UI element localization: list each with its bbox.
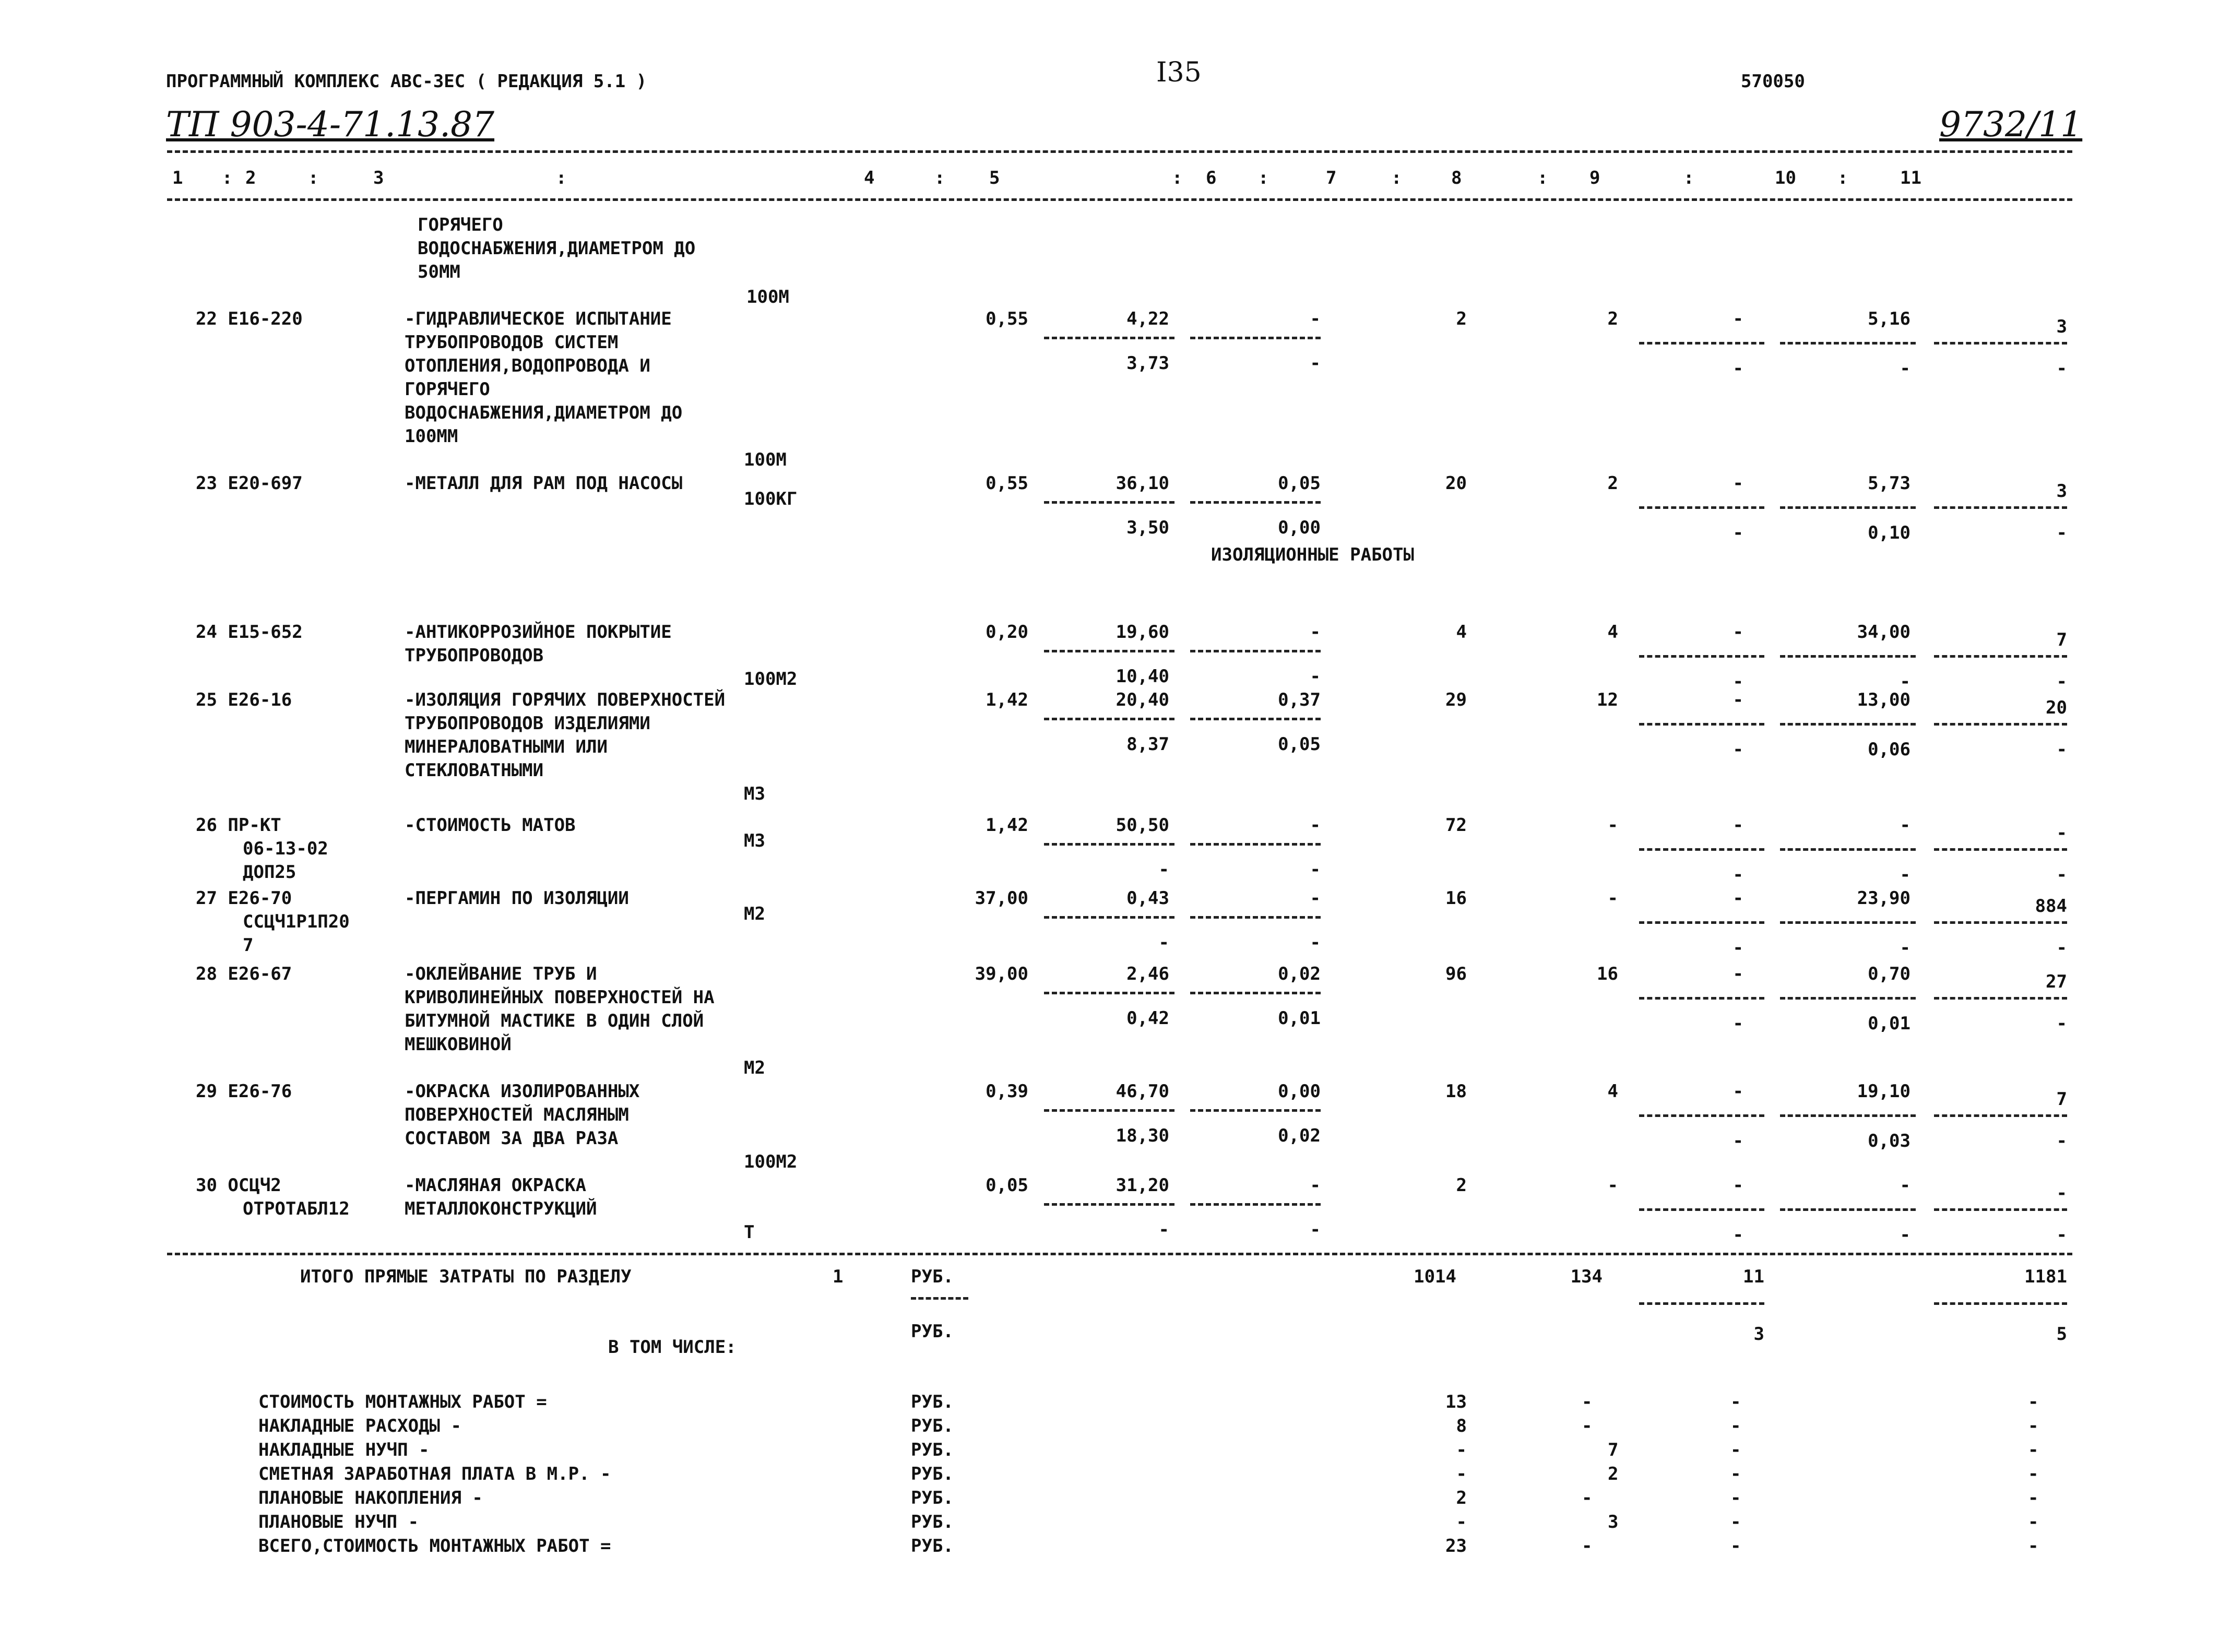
totals-col9-rule <box>1639 1302 1764 1305</box>
summary-col11: - <box>2028 1416 2039 1436</box>
column-header-cell: 8 <box>1451 168 1462 188</box>
row-col11-top: 884 <box>2035 896 2067 917</box>
row-col9-rule <box>1639 655 1764 658</box>
row-col5-rule <box>1044 501 1174 504</box>
column-header-cell: 3 <box>373 168 384 188</box>
row-col11-rule <box>1934 1114 2067 1117</box>
continuation-unit: 100М <box>746 287 789 307</box>
totals-col9-lower: 3 <box>1753 1324 1764 1345</box>
summary-unit: РУБ. <box>911 1464 954 1484</box>
summary-unit: РУБ. <box>911 1440 954 1460</box>
row-col6-top: - <box>1310 815 1321 836</box>
row-col4: 1,42 <box>986 815 1028 836</box>
row-description-line: -ОКЛЕЙВАНИЕ ТРУБ И <box>405 964 597 984</box>
row-col10-top: 5,73 <box>1868 473 1911 494</box>
row-unit: М2 <box>744 904 765 924</box>
row-col10-bottom: - <box>1900 358 1911 379</box>
row-col9-top: - <box>1733 473 1743 494</box>
row-unit: 100КГ <box>744 489 798 509</box>
row-description-line: ОТОПЛЕНИЯ,ВОДОПРОВОДА И <box>405 355 650 376</box>
row-col6-bottom: - <box>1310 353 1321 374</box>
row-col10-rule <box>1780 921 1916 924</box>
totals-col11-lower: 5 <box>2056 1324 2067 1345</box>
row-col6-top: - <box>1310 308 1321 329</box>
row-col5-bottom: 0,42 <box>1126 1008 1169 1029</box>
row-col6-rule <box>1190 718 1321 720</box>
summary-col8: - <box>1582 1392 1593 1412</box>
row-col9-bottom: - <box>1733 937 1743 958</box>
row-col7: 16 <box>1445 888 1467 909</box>
row-col5-top: 36,10 <box>1116 473 1169 494</box>
row-col4: 0,39 <box>986 1081 1028 1102</box>
row-col5-top: 20,40 <box>1116 690 1169 710</box>
row-col11-bottom: - <box>2056 358 2067 379</box>
row-code: 27 Е26-70 <box>196 888 292 909</box>
column-header-cell: : <box>934 168 945 188</box>
row-code: 26 ПР-КТ <box>196 815 281 836</box>
row-col11-rule <box>1934 655 2067 658</box>
column-header-cell: 6 <box>1206 168 1217 188</box>
summary-unit: РУБ. <box>911 1392 954 1412</box>
summary-col11: - <box>2028 1392 2039 1412</box>
row-col9-bottom: - <box>1733 1131 1743 1151</box>
row-col6-bottom: - <box>1310 932 1321 953</box>
row-col10-rule <box>1780 506 1916 509</box>
row-col5-bottom: - <box>1158 859 1169 880</box>
row-col5-rule <box>1044 843 1174 846</box>
totals-unit: РУБ. <box>911 1266 954 1287</box>
totals-unit-2: РУБ. <box>911 1321 954 1342</box>
summary-col11: - <box>2028 1464 2039 1484</box>
row-col5-rule <box>1044 650 1174 652</box>
continuation-line: 50ММ <box>418 262 460 282</box>
row-col5-bottom: 3,50 <box>1126 517 1169 538</box>
row-col11-top: 3 <box>2056 481 2067 502</box>
summary-col11: - <box>2028 1536 2039 1556</box>
row-col11-rule <box>1934 1208 2067 1211</box>
row-col11-top: 3 <box>2056 316 2067 337</box>
summary-col8-value: 2 <box>1608 1464 1619 1484</box>
row-col10-top: 13,00 <box>1857 690 1911 710</box>
column-header-cell: : <box>1172 168 1183 188</box>
row-unit: 100М2 <box>744 1151 798 1172</box>
column-header-cell: 5 <box>989 168 1000 188</box>
row-col11-bottom: - <box>2056 1013 2067 1034</box>
row-col9-bottom: - <box>1733 358 1743 379</box>
row-col5-rule <box>1044 718 1174 720</box>
row-col10-rule <box>1780 1114 1916 1117</box>
row-code-extra: 06-13-02 <box>243 838 328 859</box>
row-col5-bottom: 3,73 <box>1126 353 1169 374</box>
row-col5-top: 0,43 <box>1126 888 1169 909</box>
summary-col8: - <box>1582 1488 1593 1508</box>
row-col5-top: 46,70 <box>1116 1081 1169 1102</box>
column-header-cell: : <box>556 168 567 188</box>
summary-label: НАКЛАДНЫЕ РАСХОДЫ - <box>258 1416 461 1436</box>
row-col4: 39,00 <box>975 964 1028 984</box>
column-header-cell: : <box>308 168 319 188</box>
row-col10-bottom: - <box>1900 864 1911 885</box>
program-title: ПРОГРАММНЫЙ КОМПЛЕКС АВС-3ЕС ( РЕДАКЦИЯ 5.1 ) <box>166 71 647 92</box>
row-description-line: -ИЗОЛЯЦИЯ ГОРЯЧИХ ПОВЕРХНОСТЕЙ <box>405 690 726 710</box>
page-number: I35 <box>1156 57 1202 88</box>
row-col9-top: - <box>1733 1081 1743 1102</box>
row-col11-rule <box>1934 848 2067 851</box>
row-description-line: 100ММ <box>405 426 458 447</box>
column-header-cell: 10 <box>1775 168 1796 188</box>
row-col11-top: 20 <box>2046 697 2067 718</box>
row-col5-bottom: 10,40 <box>1116 666 1169 687</box>
row-description-line: ГОРЯЧЕГО <box>405 379 490 400</box>
row-col10-top: 34,00 <box>1857 622 1911 643</box>
summary-label: НАКЛАДНЫЕ НУЧП - <box>258 1440 430 1460</box>
row-col11-rule <box>1934 921 2067 924</box>
summary-col11: - <box>2028 1512 2039 1532</box>
row-col5-rule <box>1044 337 1174 339</box>
row-col6-rule <box>1190 1109 1321 1112</box>
column-header-cell: : <box>222 168 233 188</box>
row-col4: 0,20 <box>986 622 1028 643</box>
row-description-line: МЕШКОВИНОЙ <box>405 1034 512 1055</box>
row-code: 29 Е26-76 <box>196 1081 292 1102</box>
row-description-line: ТРУБОПРОВОДОВ <box>405 645 544 666</box>
summary-col7: 8 <box>1456 1416 1467 1436</box>
section-title: ИЗОЛЯЦИОННЫЕ РАБОТЫ <box>1211 544 1414 565</box>
row-col10-top: 19,10 <box>1857 1081 1911 1102</box>
row-description-line: ТРУБОПРОВОДОВ ИЗДЕЛИЯМИ <box>405 713 650 734</box>
row-col11-rule <box>1934 342 2067 344</box>
row-unit: Т <box>744 1222 755 1243</box>
summary-col8: - <box>1582 1536 1593 1556</box>
row-description-line: ТРУБОПРОВОДОВ СИСТЕМ <box>405 332 619 353</box>
row-col10-bottom: 0,03 <box>1868 1131 1911 1151</box>
row-col9-top: - <box>1733 308 1743 329</box>
row-col9-rule <box>1639 342 1764 344</box>
totals-unit-rule <box>911 1297 968 1300</box>
column-header-rule <box>167 198 2072 201</box>
row-col11-bottom: - <box>2056 1131 2067 1151</box>
row-col8: - <box>1607 1175 1618 1196</box>
row-col9-rule <box>1639 1114 1764 1117</box>
totals-rule <box>167 1253 2072 1255</box>
summary-col11: - <box>2028 1440 2039 1460</box>
row-col9-bottom: - <box>1733 671 1743 692</box>
row-col10-top: 0,70 <box>1868 964 1911 984</box>
row-col10-rule <box>1780 655 1916 658</box>
row-col5-rule <box>1044 1109 1174 1112</box>
row-col8: - <box>1607 888 1618 909</box>
row-col11-bottom: - <box>2056 864 2067 885</box>
row-col5-bottom: 8,37 <box>1126 734 1169 755</box>
summary-unit: РУБ. <box>911 1416 954 1436</box>
row-description-line: -ОКРАСКА ИЗОЛИРОВАННЫХ <box>405 1081 640 1102</box>
row-col9-bottom: - <box>1733 522 1743 543</box>
row-col6-bottom: - <box>1310 859 1321 880</box>
row-col7: 2 <box>1456 1175 1467 1196</box>
row-col5-top: 2,46 <box>1126 964 1169 984</box>
column-header-cell: : <box>1683 168 1694 188</box>
totals-label: ИТОГО ПРЯМЫЕ ЗАТРАТЫ ПО РАЗДЕЛУ <box>300 1266 632 1287</box>
row-description-line: БИТУМНОЙ МАСТИКЕ В ОДИН СЛОЙ <box>405 1011 704 1031</box>
column-header-cell: 9 <box>1589 168 1600 188</box>
project-number: ТП 903-4-71.13.87 <box>166 104 495 145</box>
row-col5-rule <box>1044 1203 1174 1206</box>
row-col6-top: 0,00 <box>1278 1081 1321 1102</box>
row-col8: - <box>1607 815 1618 836</box>
row-col7: 96 <box>1445 964 1467 984</box>
row-col5-bottom: - <box>1158 1219 1169 1240</box>
row-col8: 4 <box>1607 1081 1618 1102</box>
row-col7: 20 <box>1445 473 1467 494</box>
summary-label: ПЛАНОВЫЕ НАКОПЛЕНИЯ - <box>258 1488 483 1508</box>
summary-unit: РУБ. <box>911 1536 954 1556</box>
row-code-extra: 7 <box>243 935 254 956</box>
summary-col7: 23 <box>1445 1536 1467 1556</box>
row-code: 22 Е16-220 <box>196 308 303 329</box>
row-col9-rule <box>1639 848 1764 851</box>
summary-col9: - <box>1730 1464 1741 1484</box>
row-col9-rule <box>1639 997 1764 1000</box>
row-description-line: -ГИДРАВЛИЧЕСКОЕ ИСПЫТАНИЕ <box>405 308 672 329</box>
totals-col11: 1181 <box>2024 1266 2067 1287</box>
row-col10-top: - <box>1900 815 1911 836</box>
totals-col7: 1014 <box>1414 1266 1456 1287</box>
row-col11-top: - <box>2056 1183 2067 1204</box>
row-col7: 18 <box>1445 1081 1467 1102</box>
row-col11-bottom: - <box>2056 1225 2067 1245</box>
summary-col7: 13 <box>1445 1392 1467 1412</box>
row-col6-top: 0,37 <box>1278 690 1321 710</box>
row-col6-bottom: 0,02 <box>1278 1125 1321 1146</box>
summary-unit: РУБ. <box>911 1512 954 1532</box>
row-col11-bottom: - <box>2056 739 2067 760</box>
row-col7: 2 <box>1456 308 1467 329</box>
totals-subtitle: В ТОМ ЧИСЛЕ: <box>608 1337 737 1358</box>
row-col8: 2 <box>1607 473 1618 494</box>
summary-label: СТОИМОСТЬ МОНТАЖНЫХ РАБОТ = <box>258 1392 547 1412</box>
row-code: 30 ОСЦЧ2 <box>196 1175 281 1196</box>
row-col10-top: - <box>1900 1175 1911 1196</box>
row-col6-bottom: 0,01 <box>1278 1008 1321 1029</box>
row-col11-bottom: - <box>2056 671 2067 692</box>
row-col4: 37,00 <box>975 888 1028 909</box>
row-col7: 29 <box>1445 690 1467 710</box>
summary-col9: - <box>1730 1488 1741 1508</box>
row-col5-rule <box>1044 992 1174 994</box>
row-col6-top: - <box>1310 1175 1321 1196</box>
column-header-cell: : <box>1391 168 1402 188</box>
row-unit: М3 <box>744 783 765 804</box>
row-col7: 4 <box>1456 622 1467 643</box>
header-rule <box>167 150 2072 153</box>
summary-col9: - <box>1730 1416 1741 1436</box>
row-description-line: СТЕКЛОВАТНЫМИ <box>405 760 544 781</box>
column-header-cell: 1 <box>172 168 183 188</box>
totals-col8: 134 <box>1570 1266 1603 1287</box>
row-col10-rule <box>1780 723 1916 726</box>
summary-label: СМЕТНАЯ ЗАРАБОТНАЯ ПЛАТА В М.Р. - <box>258 1464 611 1484</box>
row-code: 28 Е26-67 <box>196 964 292 984</box>
row-col10-bottom: - <box>1900 1225 1911 1245</box>
row-col11-rule <box>1934 723 2067 726</box>
document-code: 570050 <box>1741 71 1805 92</box>
column-header-cell: : <box>1258 168 1269 188</box>
row-col4: 0,05 <box>986 1175 1028 1196</box>
row-col8: 4 <box>1607 622 1618 643</box>
row-col5-bottom: - <box>1158 932 1169 953</box>
row-col10-top: 5,16 <box>1868 308 1911 329</box>
row-description-line: -МЕТАЛЛ ДЛЯ РАМ ПОД НАСОСЫ <box>405 473 683 494</box>
row-col9-top: - <box>1733 964 1743 984</box>
row-col11-top: 7 <box>2056 1089 2067 1110</box>
row-col9-top: - <box>1733 1175 1743 1196</box>
row-col6-bottom: 0,00 <box>1278 517 1321 538</box>
sheet-number: 9732/11 <box>1939 104 2083 145</box>
row-col6-rule <box>1190 650 1321 652</box>
summary-unit: РУБ. <box>911 1488 954 1508</box>
row-col6-top: - <box>1310 622 1321 643</box>
row-col11-rule <box>1934 997 2067 1000</box>
totals-section-number: 1 <box>833 1266 844 1287</box>
summary-col7: 2 <box>1456 1488 1467 1508</box>
row-col10-rule <box>1780 848 1916 851</box>
row-description-line: -ПЕРГАМИН ПО ИЗОЛЯЦИИ <box>405 888 629 909</box>
row-col6-rule <box>1190 501 1321 504</box>
row-col6-bottom: 0,05 <box>1278 734 1321 755</box>
row-col9-bottom: - <box>1733 864 1743 885</box>
row-code: 23 Е20-697 <box>196 473 303 494</box>
row-description-line: МЕТАЛЛОКОНСТРУКЦИЙ <box>405 1198 597 1219</box>
totals-col11-rule <box>1934 1302 2067 1305</box>
summary-col9: - <box>1730 1392 1741 1412</box>
row-col5-bottom: 18,30 <box>1116 1125 1169 1146</box>
row-col6-top: 0,02 <box>1278 964 1321 984</box>
row-col5-top: 19,60 <box>1116 622 1169 643</box>
summary-col9: - <box>1730 1512 1741 1532</box>
row-col8: 16 <box>1597 964 1618 984</box>
summary-col9: - <box>1730 1536 1741 1556</box>
column-header-cell: 11 <box>1900 168 1921 188</box>
row-col9-rule <box>1639 921 1764 924</box>
row-description-line: КРИВОЛИНЕЙНЫХ ПОВЕРХНОСТЕЙ НА <box>405 987 715 1008</box>
column-header-cell: 2 <box>245 168 256 188</box>
row-code: 24 Е15-652 <box>196 622 303 643</box>
column-header-cell: 7 <box>1326 168 1337 188</box>
column-header-cell: : <box>1537 168 1548 188</box>
row-description-line: ВОДОСНАБЖЕНИЯ,ДИАМЕТРОМ ДО <box>405 402 683 423</box>
continuation-line: ВОДОСНАБЖЕНИЯ,ДИАМЕТРОМ ДО <box>418 238 696 259</box>
row-col9-rule <box>1639 1208 1764 1211</box>
row-col5-top: 4,22 <box>1126 308 1169 329</box>
row-code: 25 Е26-16 <box>196 690 292 710</box>
row-col4: 0,55 <box>986 473 1028 494</box>
row-unit: 100М2 <box>744 669 798 690</box>
row-col9-bottom: - <box>1733 1225 1743 1245</box>
row-col11-top: 7 <box>2056 629 2067 650</box>
row-col10-rule <box>1780 342 1916 344</box>
row-code-extra: ДОП25 <box>243 862 296 883</box>
row-col5-top: 50,50 <box>1116 815 1169 836</box>
row-col9-top: - <box>1733 815 1743 836</box>
row-col10-bottom: 0,06 <box>1868 739 1911 760</box>
summary-col7: - <box>1456 1464 1467 1484</box>
row-description-line: МИНЕРАЛОВАТНЫМИ ИЛИ <box>405 736 608 757</box>
row-col6-top: 0,05 <box>1278 473 1321 494</box>
row-col6-rule <box>1190 337 1321 339</box>
row-unit: 100М <box>744 449 787 470</box>
summary-label: ПЛАНОВЫЕ НУЧП - <box>258 1512 419 1532</box>
row-col9-bottom: - <box>1733 739 1743 760</box>
row-col4: 0,55 <box>986 308 1028 329</box>
row-description-line: -АНТИКОРРОЗИЙНОЕ ПОКРЫТИЕ <box>405 622 672 643</box>
row-col6-rule <box>1190 916 1321 919</box>
row-col9-top: - <box>1733 888 1743 909</box>
row-col11-bottom: - <box>2056 522 2067 543</box>
row-col6-bottom: - <box>1310 1219 1321 1240</box>
summary-label: ВСЕГО,СТОИМОСТЬ МОНТАЖНЫХ РАБОТ = <box>258 1536 611 1556</box>
row-col6-bottom: - <box>1310 666 1321 687</box>
row-col11-rule <box>1934 506 2067 509</box>
summary-col7: - <box>1456 1512 1467 1532</box>
summary-col8: - <box>1582 1416 1593 1436</box>
row-col6-rule <box>1190 1203 1321 1206</box>
row-description-line: ПОВЕРХНОСТЕЙ МАСЛЯНЫМ <box>405 1104 629 1125</box>
summary-col8-value: 7 <box>1608 1440 1619 1460</box>
row-col9-rule <box>1639 506 1764 509</box>
row-col10-bottom: 0,10 <box>1868 522 1911 543</box>
row-col6-top: - <box>1310 888 1321 909</box>
row-col10-rule <box>1780 1208 1916 1211</box>
summary-col11: - <box>2028 1488 2039 1508</box>
column-header-cell: : <box>1837 168 1848 188</box>
row-col10-rule <box>1780 997 1916 1000</box>
row-col6-rule <box>1190 843 1321 846</box>
row-description-line: -СТОИМОСТЬ МАТОВ <box>405 815 576 836</box>
row-col9-top: - <box>1733 690 1743 710</box>
row-code-extra: ОТРОТАБЛ12 <box>243 1198 350 1219</box>
row-col11-bottom: - <box>2056 937 2067 958</box>
row-col8: 2 <box>1607 308 1618 329</box>
row-col10-bottom: - <box>1900 937 1911 958</box>
row-col9-bottom: - <box>1733 1013 1743 1034</box>
row-col11-top: - <box>2056 823 2067 843</box>
row-col10-bottom: 0,01 <box>1868 1013 1911 1034</box>
row-col11-top: 27 <box>2046 971 2067 992</box>
row-code-extra: ССЦЧ1Р1П20 <box>243 911 350 932</box>
continuation-line: ГОРЯЧЕГО <box>418 215 503 235</box>
row-col5-rule <box>1044 916 1174 919</box>
row-col8: 12 <box>1597 690 1618 710</box>
row-col6-rule <box>1190 992 1321 994</box>
summary-col8-value: 3 <box>1608 1512 1619 1532</box>
totals-col9: 11 <box>1743 1266 1764 1287</box>
row-col7: 72 <box>1445 815 1467 836</box>
row-col9-top: - <box>1733 622 1743 643</box>
row-col4: 1,42 <box>986 690 1028 710</box>
row-col9-rule <box>1639 723 1764 726</box>
row-description-line: СОСТАВОМ ЗА ДВА РАЗА <box>405 1128 619 1149</box>
summary-col9: - <box>1730 1440 1741 1460</box>
column-header-cell: 4 <box>864 168 875 188</box>
row-col10-bottom: - <box>1900 671 1911 692</box>
row-col10-top: 23,90 <box>1857 888 1911 909</box>
summary-col7: - <box>1456 1440 1467 1460</box>
row-col5-top: 31,20 <box>1116 1175 1169 1196</box>
row-unit: М2 <box>744 1057 765 1078</box>
row-unit: М3 <box>744 830 765 851</box>
row-description-line: -МАСЛЯНАЯ ОКРАСКА <box>405 1175 586 1196</box>
